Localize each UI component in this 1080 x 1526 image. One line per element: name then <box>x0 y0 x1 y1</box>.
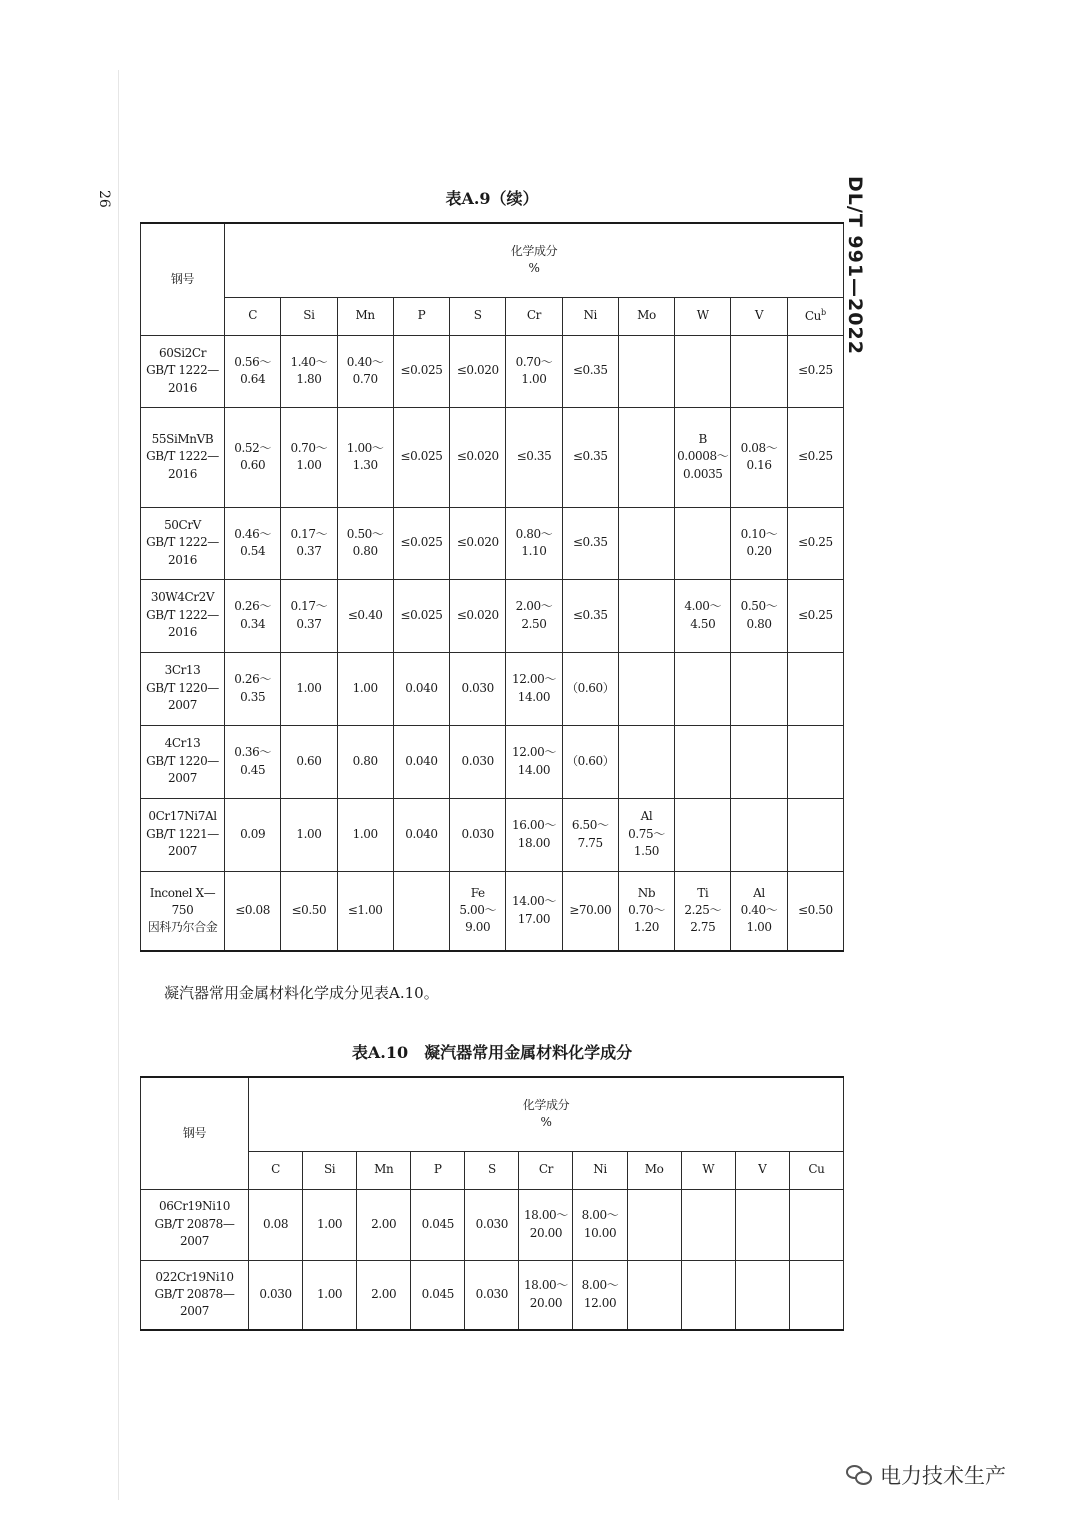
value-cell-s: 0.030 <box>450 798 506 871</box>
value-cell-p: ≤0.025 <box>393 579 449 652</box>
steel-grade-standard: GB/T 20878—2007 <box>154 1216 235 1249</box>
column-header-w: W <box>681 1151 735 1189</box>
column-header-mn: Mn <box>357 1151 411 1189</box>
value-cell-mn: ≤1.00 <box>337 871 393 951</box>
value-cell-w: 4.00～4.50 <box>675 579 731 652</box>
value-cell-s: 0.030 <box>465 1260 519 1330</box>
value-cell-c: 0.46～0.54 <box>225 507 281 579</box>
value-cell-si: 1.00 <box>303 1260 357 1330</box>
table-row <box>141 1189 844 1260</box>
value-cell-v <box>735 1260 789 1330</box>
value-cell-s: 0.030 <box>450 725 506 798</box>
value-cell-ni: 6.50～7.75 <box>562 798 618 871</box>
value-cell-s: 0.030 <box>465 1189 519 1260</box>
table-row <box>141 407 844 507</box>
steel-grade-standard: GB/T 1222—2016 <box>146 363 219 395</box>
value-cell-mo <box>618 725 674 798</box>
steel-grade-name: 4Cr13 <box>164 736 201 751</box>
column-header-ni: Ni <box>562 297 618 335</box>
table-a10-title: 表A.10 凝汽器常用金属材料化学成分 <box>351 1043 633 1062</box>
steel-grade-name: 0Cr17Ni7Al <box>148 809 217 824</box>
value-cell-c: 0.36～0.45 <box>225 725 281 798</box>
steel-grade-standard: GB/T 20878—2007 <box>154 1287 235 1319</box>
value-cell-cr: 2.00～2.50 <box>506 579 562 652</box>
steel-grade-name: 06Cr19Ni10 <box>158 1199 231 1214</box>
column-header-si: Si <box>281 297 337 335</box>
value-cell-c: 0.52～0.60 <box>225 407 281 507</box>
value-cell-c: 0.030 <box>249 1260 303 1330</box>
value-cell-w <box>681 1260 735 1330</box>
value-cell-mo <box>618 335 674 407</box>
value-cell-ni: ≤0.35 <box>562 579 618 652</box>
value-cell-p: 0.045 <box>411 1189 465 1260</box>
unit-label: % <box>528 261 540 276</box>
value-cell-cr: 18.00～ 20.00 <box>519 1260 573 1330</box>
value-cell-ni: ≥70.00 <box>562 871 618 951</box>
table-row <box>141 798 844 871</box>
table-row <box>141 652 844 725</box>
steel-grade-standard: GB/T 1221—2007 <box>146 826 219 859</box>
chem-composition-header <box>225 223 844 297</box>
value-cell-v <box>731 335 787 407</box>
value-cell-v <box>731 798 787 871</box>
value-cell-c: ≤0.08 <box>225 871 281 951</box>
value-cell-mo <box>627 1260 681 1330</box>
steel-grade-cell <box>141 407 225 507</box>
steel-grade-standard: 因科乃尔合金 <box>147 920 218 935</box>
column-header-v: V <box>731 297 787 335</box>
footnote-marker: b <box>821 307 826 317</box>
value-cell-c: 0.08 <box>249 1189 303 1260</box>
column-header-mn: Mn <box>337 297 393 335</box>
value-cell-v <box>731 725 787 798</box>
value-cell-v: 0.08～0.16 <box>731 407 787 507</box>
value-cell-c: 0.56～0.64 <box>225 335 281 407</box>
column-header-cu: Cu$^b$ <box>787 297 843 335</box>
value-cell-si: ≤0.50 <box>281 871 337 951</box>
value-cell-s: ≤0.020 <box>450 507 506 579</box>
value-cell-si: 1.00 <box>281 798 337 871</box>
value-cell-si: 1.00 <box>303 1189 357 1260</box>
value-cell-si: 0.70～1.00 <box>281 407 337 507</box>
steel-grade-standard: GB/T 1220—2007 <box>146 753 219 786</box>
value-cell-mn: 1.00 <box>337 798 393 871</box>
value-cell-c: 0.09 <box>225 798 281 871</box>
steel-grade-cell <box>141 579 225 652</box>
steel-grade-header: 钢号 <box>141 223 225 335</box>
table-row <box>141 507 844 579</box>
value-cell-mo: Nb 0.70～1.20 <box>618 871 674 951</box>
steel-grade-cell <box>141 871 225 951</box>
value-cell-cr: 18.00～ 20.00 <box>519 1189 573 1260</box>
column-header-c: C <box>249 1151 303 1189</box>
value-cell-w <box>675 725 731 798</box>
page-edge-line <box>118 70 119 1500</box>
steel-grade-cell <box>141 1189 249 1260</box>
value-cell-mn: 0.50～0.80 <box>337 507 393 579</box>
value-cell-w <box>675 798 731 871</box>
value-cell-mo <box>627 1189 681 1260</box>
value-cell-mn: 2.00 <box>357 1189 411 1260</box>
value-cell-cr: 12.00～ 14.00 <box>506 652 562 725</box>
value-cell-ni: ≤0.35 <box>562 407 618 507</box>
value-cell-cu <box>787 725 843 798</box>
value-cell-mo <box>618 507 674 579</box>
table-row <box>141 1260 844 1330</box>
value-cell-s: 0.030 <box>450 652 506 725</box>
column-header-c: C <box>225 297 281 335</box>
table-row <box>141 335 844 407</box>
value-cell-p: 0.040 <box>393 725 449 798</box>
steel-grade-name: 30W4Cr2V <box>150 590 215 605</box>
value-cell-ni: ≤0.35 <box>562 507 618 579</box>
steel-grade-header: 钢号 <box>141 1077 249 1189</box>
standard-code: DL/T 991—2022 <box>844 176 866 355</box>
column-header-mo: Mo <box>627 1151 681 1189</box>
value-cell-v: Al 0.40～1.00 <box>731 871 787 951</box>
value-cell-c: 0.26～0.35 <box>225 652 281 725</box>
value-cell-s: ≤0.020 <box>450 335 506 407</box>
value-cell-mo: Al 0.75～1.50 <box>618 798 674 871</box>
column-header-cr: Cr <box>519 1151 573 1189</box>
steel-grade-standard: GB/T 1220—2007 <box>146 680 219 713</box>
value-cell-mo <box>618 579 674 652</box>
value-cell-p: 0.040 <box>393 652 449 725</box>
value-cell-mn: 1.00 <box>337 652 393 725</box>
steel-grade-name: Inconel X—750 <box>149 885 216 918</box>
value-cell-ni: 8.00～ 12.00 <box>573 1260 627 1330</box>
value-cell-cu: ≤0.50 <box>787 871 843 951</box>
steel-grade-standard: GB/T 1222—2016 <box>146 449 219 481</box>
steel-grade-cell <box>141 507 225 579</box>
wechat-icon <box>846 1463 874 1487</box>
steel-grade-cell <box>141 652 225 725</box>
column-header-cu: Cu <box>789 1151 843 1189</box>
table-a10 <box>140 1076 844 1331</box>
value-cell-cu <box>787 652 843 725</box>
value-cell-cr: 12.00～ 14.00 <box>506 725 562 798</box>
value-cell-p <box>393 871 449 951</box>
column-header-mo: Mo <box>618 297 674 335</box>
steel-grade-cell <box>141 1260 249 1330</box>
watermark-text: 电力技术生产 <box>880 1464 1006 1488</box>
value-cell-p: ≤0.025 <box>393 335 449 407</box>
value-cell-mn: 2.00 <box>357 1260 411 1330</box>
unit-label: % <box>540 1115 552 1130</box>
steel-grade-name: 3Cr13 <box>164 663 201 678</box>
value-cell-s: Fe 5.00～9.00 <box>450 871 506 951</box>
value-cell-si: 0.60 <box>281 725 337 798</box>
value-cell-ni: （0.60） <box>562 725 618 798</box>
value-cell-w <box>675 652 731 725</box>
value-cell-si: 1.40～1.80 <box>281 335 337 407</box>
value-cell-mo <box>618 652 674 725</box>
chem-composition-label: 化学成分 <box>510 243 558 258</box>
column-header-p: P <box>393 297 449 335</box>
value-cell-cr: 16.00～ 18.00 <box>506 798 562 871</box>
column-header-w: W <box>675 297 731 335</box>
steel-grade-name: 022Cr19Ni10 <box>155 1269 234 1284</box>
steel-grade-cell <box>141 798 225 871</box>
value-cell-c: 0.26～0.34 <box>225 579 281 652</box>
table-row <box>141 725 844 798</box>
steel-grade-standard: GB/T 1222—2016 <box>146 535 219 567</box>
watermark <box>846 1460 1006 1490</box>
value-cell-v: 0.10～0.20 <box>731 507 787 579</box>
value-cell-mn: 1.00～1.30 <box>337 407 393 507</box>
value-cell-p: 0.040 <box>393 798 449 871</box>
value-cell-cu <box>789 1189 843 1260</box>
steel-grade-standard: GB/T 1222—2016 <box>146 607 219 640</box>
column-header-s: S <box>450 297 506 335</box>
value-cell-s: ≤0.020 <box>450 579 506 652</box>
value-cell-w <box>675 507 731 579</box>
steel-grade-name: 50CrV <box>164 517 201 532</box>
steel-grade-name: 60Si2Cr <box>158 345 207 360</box>
value-cell-cu: ≤0.25 <box>787 507 843 579</box>
value-cell-cr: 0.70～1.00 <box>506 335 562 407</box>
value-cell-p: ≤0.025 <box>393 507 449 579</box>
value-cell-p: 0.045 <box>411 1260 465 1330</box>
value-cell-v: 0.50～0.80 <box>731 579 787 652</box>
value-cell-cu <box>787 798 843 871</box>
value-cell-mo <box>618 407 674 507</box>
value-cell-si: 0.17～0.37 <box>281 507 337 579</box>
value-cell-si: 1.00 <box>281 652 337 725</box>
value-cell-ni: （0.60） <box>562 652 618 725</box>
value-cell-cu: ≤0.25 <box>787 407 843 507</box>
table-row <box>141 871 844 951</box>
table-a9-title: 表A.9（续） <box>445 189 539 208</box>
column-header-p: P <box>411 1151 465 1189</box>
value-cell-cu <box>789 1260 843 1330</box>
value-cell-s: ≤0.020 <box>450 407 506 507</box>
chem-composition-header <box>249 1077 844 1151</box>
steel-grade-cell <box>141 335 225 407</box>
steel-grade-name: 55SiMnVB <box>151 431 214 446</box>
steel-grade-cell <box>141 725 225 798</box>
column-header-s: S <box>465 1151 519 1189</box>
value-cell-mn: 0.40～0.70 <box>337 335 393 407</box>
value-cell-cr: 14.00～ 17.00 <box>506 871 562 951</box>
column-header-si: Si <box>303 1151 357 1189</box>
value-cell-w: Ti 2.25～2.75 <box>675 871 731 951</box>
value-cell-ni: 8.00～ 10.00 <box>573 1189 627 1260</box>
value-cell-mn: 0.80 <box>337 725 393 798</box>
table-a9 <box>140 222 844 952</box>
value-cell-v <box>735 1189 789 1260</box>
chem-composition-label: 化学成分 <box>522 1097 570 1112</box>
value-cell-mn: ≤0.40 <box>337 579 393 652</box>
value-cell-v <box>731 652 787 725</box>
column-header-v: V <box>735 1151 789 1189</box>
table-row <box>141 579 844 652</box>
value-cell-cu: ≤0.25 <box>787 335 843 407</box>
value-cell-cr: ≤0.35 <box>506 407 562 507</box>
value-cell-w <box>675 335 731 407</box>
value-cell-cu: ≤0.25 <box>787 579 843 652</box>
page-number: 26 <box>96 190 112 208</box>
value-cell-w: B 0.0008～ 0.0035 <box>675 407 731 507</box>
value-cell-p: ≤0.025 <box>393 407 449 507</box>
column-header-ni: Ni <box>573 1151 627 1189</box>
column-header-cr: Cr <box>506 297 562 335</box>
value-cell-si: 0.17～0.37 <box>281 579 337 652</box>
value-cell-cr: 0.80～1.10 <box>506 507 562 579</box>
value-cell-ni: ≤0.35 <box>562 335 618 407</box>
value-cell-w <box>681 1189 735 1260</box>
reference-paragraph: 凝汽器常用金属材料化学成分见表A.10。 <box>164 984 439 1002</box>
